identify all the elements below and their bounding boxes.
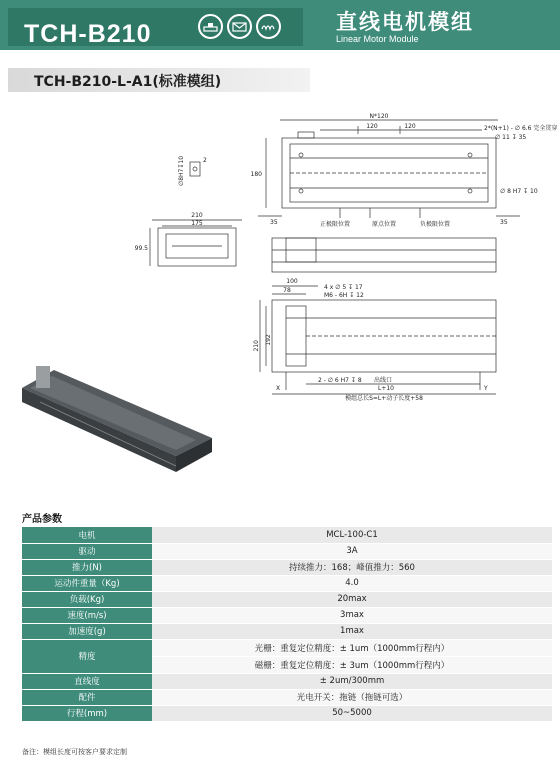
dim-78: 78 [283,287,291,294]
dim-100: 100 [286,278,298,285]
label-x: X [276,385,281,392]
table-row [22,673,552,689]
table-row [22,705,552,721]
dim-99.5: 99.5 [134,245,148,252]
dim-2: 2 [203,157,207,164]
subtitle: TCH-B210-L-A1(标准模组) [34,74,222,90]
subtitle-bar [8,68,310,92]
spec-value: 磁栅：重复定位精度：± 3um（1000mm行程内） [152,656,552,673]
table-row [22,591,552,607]
spec-key: 配件 [22,689,152,705]
front-view [272,238,496,272]
spec-value: 持续推力：168；峰值推力：560 [152,559,552,575]
table-row [22,559,552,575]
spec-key: 电机 [22,527,152,543]
spec-key: 直线度 [22,673,152,689]
label-y: Y [484,385,488,392]
spec-value: 光电开关：拖链（拖链可选） [152,689,552,705]
spec-table [22,527,552,722]
spec-value: ± 2um/300mm [152,673,552,689]
dim-l10: L+10 [377,385,395,392]
spec-value: 光栅：重复定位精度：± 1um（1000mm行程内） [152,639,552,656]
feature-icons [198,14,281,39]
table-row [22,607,552,623]
spec-value: MCL-100-C1 [152,527,552,543]
header-right-panel [310,0,560,50]
spec-key: 负载(Kg) [22,591,152,607]
spec-value: 3A [152,543,552,559]
spec-key: 加速度(g) [22,623,152,639]
hole-note-1b: ∅ 11 ↧ 35 [495,134,527,141]
top-view [258,120,520,218]
spec-value: 1max [152,623,552,639]
product-render [22,366,212,472]
side-pin-note: ∅8H7↧10 [178,155,185,186]
dim-n120: N*120 [369,113,389,120]
spec-key: 行程(mm) [22,705,152,721]
hole-note-2: 4 x ∅ 5 ↧ 17 [324,284,363,291]
spec-value: 50~5000 [152,705,552,721]
label-origin: 原点位置 [372,221,397,228]
model-number: TCH-B210 [24,20,152,48]
label-total-length: 模组总长S=L+动子长度+58 [345,395,423,402]
dim-210-bottom: 210 [253,340,260,352]
table-row [22,543,552,559]
dim-120a: 120 [366,123,378,130]
label-outlet: 出线口 [374,377,393,384]
spec-key: 速度(m/s) [22,607,152,623]
header-bar [0,0,560,50]
hole-note-1: 2*(N+1) - ∅ 6.6 完全贯穿 [484,125,558,132]
spec-key: 驱动 [22,543,152,559]
machine-icon [198,14,223,39]
dim-175: 175 [191,220,203,227]
label-limit-positive: 正极限位置 [320,221,351,228]
hole-note-2b: M6 - 6H ↧ 12 [324,292,364,299]
envelope-icon [227,14,252,39]
table-row [22,623,552,639]
chinese-title: 直线电机模组 [336,10,474,34]
dim-35b: 35 [500,219,508,226]
table-row [22,527,552,543]
spec-key: 推力(N) [22,559,152,575]
pin-note: ∅ 8 H7 ↧ 10 [500,188,538,195]
spec-value: 4.0 [152,575,552,591]
hole-note-3: 2 - ∅ 6 H7 ↧ 8 [318,377,362,384]
technical-drawing [0,100,560,500]
english-title: Linear Motor Module [336,34,419,44]
spec-value: 3max [152,607,552,623]
params-title: 产品参数 [22,514,62,525]
spec-key: 运动件重量（Kg) [22,575,152,591]
table-row [22,575,552,591]
dim-192: 192 [265,334,272,346]
label-limit-negative: 负极限位置 [420,221,451,228]
table-row [22,639,552,656]
coil-icon [256,14,281,39]
dim-35a: 35 [270,219,278,226]
footnote: 备注：模组长度可按客户要求定制 [22,748,127,756]
dim-210-side: 210 [191,212,203,219]
dim-120b: 120 [404,123,416,130]
spec-value: 20max [152,591,552,607]
table-row [22,689,552,705]
dim-180: 180 [250,171,262,178]
spec-key: 精度 [22,639,152,673]
